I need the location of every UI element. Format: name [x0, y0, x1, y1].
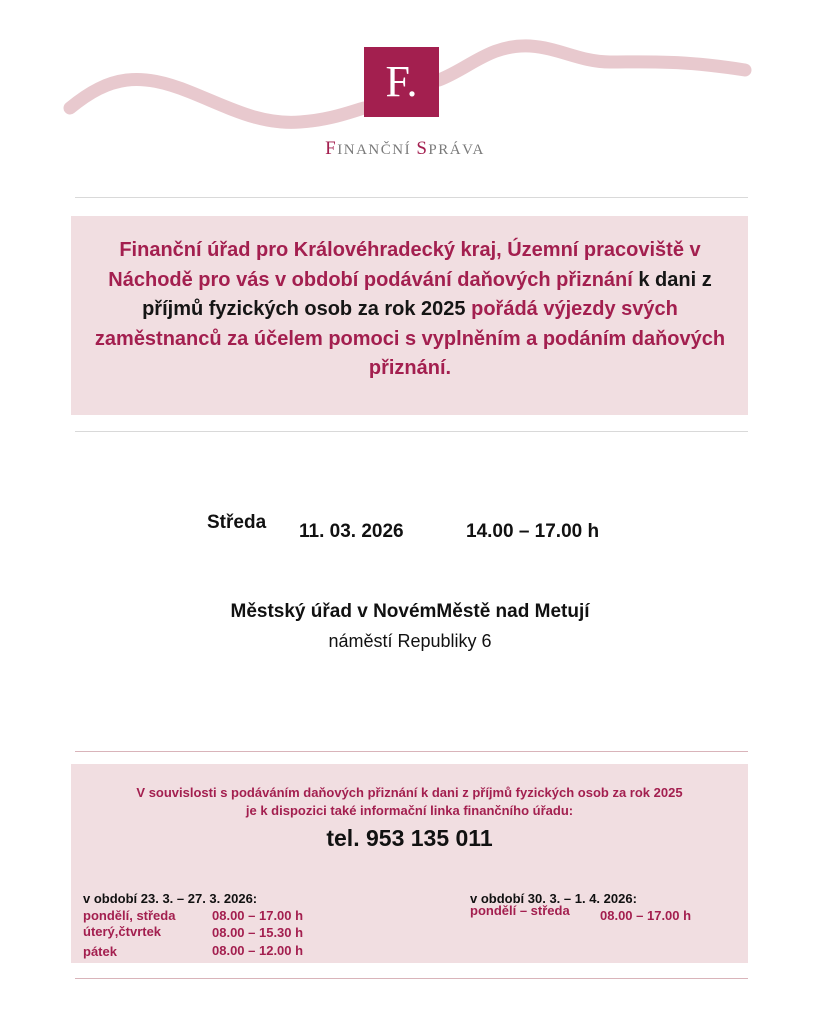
- info-line-2: je k dispozici také informační linka finančního úřadu:: [245, 803, 574, 818]
- info-line-1: V souvislosti s podáváním daňových přiznání k dani z příjmů fyzických osob za rok 2025: [136, 785, 683, 800]
- schedule-2-hours: 08.00 – 17.00 h: [600, 908, 692, 923]
- schedule-1-hours: 08.00 – 15.30 h: [212, 925, 304, 940]
- phone-number[interactable]: tel. 953 135 011: [326, 825, 493, 851]
- schedule-1-days: pátek: [83, 944, 117, 959]
- schedule-1-hours: 08.00 – 17.00 h: [212, 908, 304, 923]
- schedule-1-hours: 08.00 – 12.00 h: [212, 943, 304, 958]
- venue-name: Městský úřad v NovémMěstě nad Metují: [230, 601, 590, 622]
- schedule-2-days: pondělí – středa: [470, 903, 570, 918]
- event-time: 14.00 – 17.00 h: [466, 521, 600, 542]
- divider: [75, 431, 748, 432]
- logo-mark: F.: [364, 47, 439, 117]
- venue-address: náměstí Republiky 6: [328, 631, 492, 651]
- divider: [75, 978, 748, 979]
- divider: [75, 197, 748, 198]
- schedule-1-heading: v období 23. 3. – 27. 3. 2026:: [83, 891, 258, 906]
- schedule-2-heading: v období 30. 3. – 1. 4. 2026:: [470, 891, 637, 906]
- intro-text: Finanční úřad pro Královéhradecký kraj, Územní pracoviště v Náchodě pro vás v období podávání daňových přiznání k dani z příjmů fyzických osob za rok 2025 pořádá výjezdy svých zaměstnanců za účelem pomoci s vyplněním a podáním daňových přiznání.: [94, 239, 726, 379]
- logo-wordmark: FINANČNÍ SPRÁVA: [325, 138, 485, 159]
- event-day: Středa: [207, 512, 267, 533]
- schedule-1-days: pondělí, středa: [83, 908, 176, 923]
- schedule-1-days: úterý,čtvrtek: [83, 924, 162, 939]
- divider: [75, 751, 748, 752]
- event-date: 11. 03. 2026: [299, 521, 404, 542]
